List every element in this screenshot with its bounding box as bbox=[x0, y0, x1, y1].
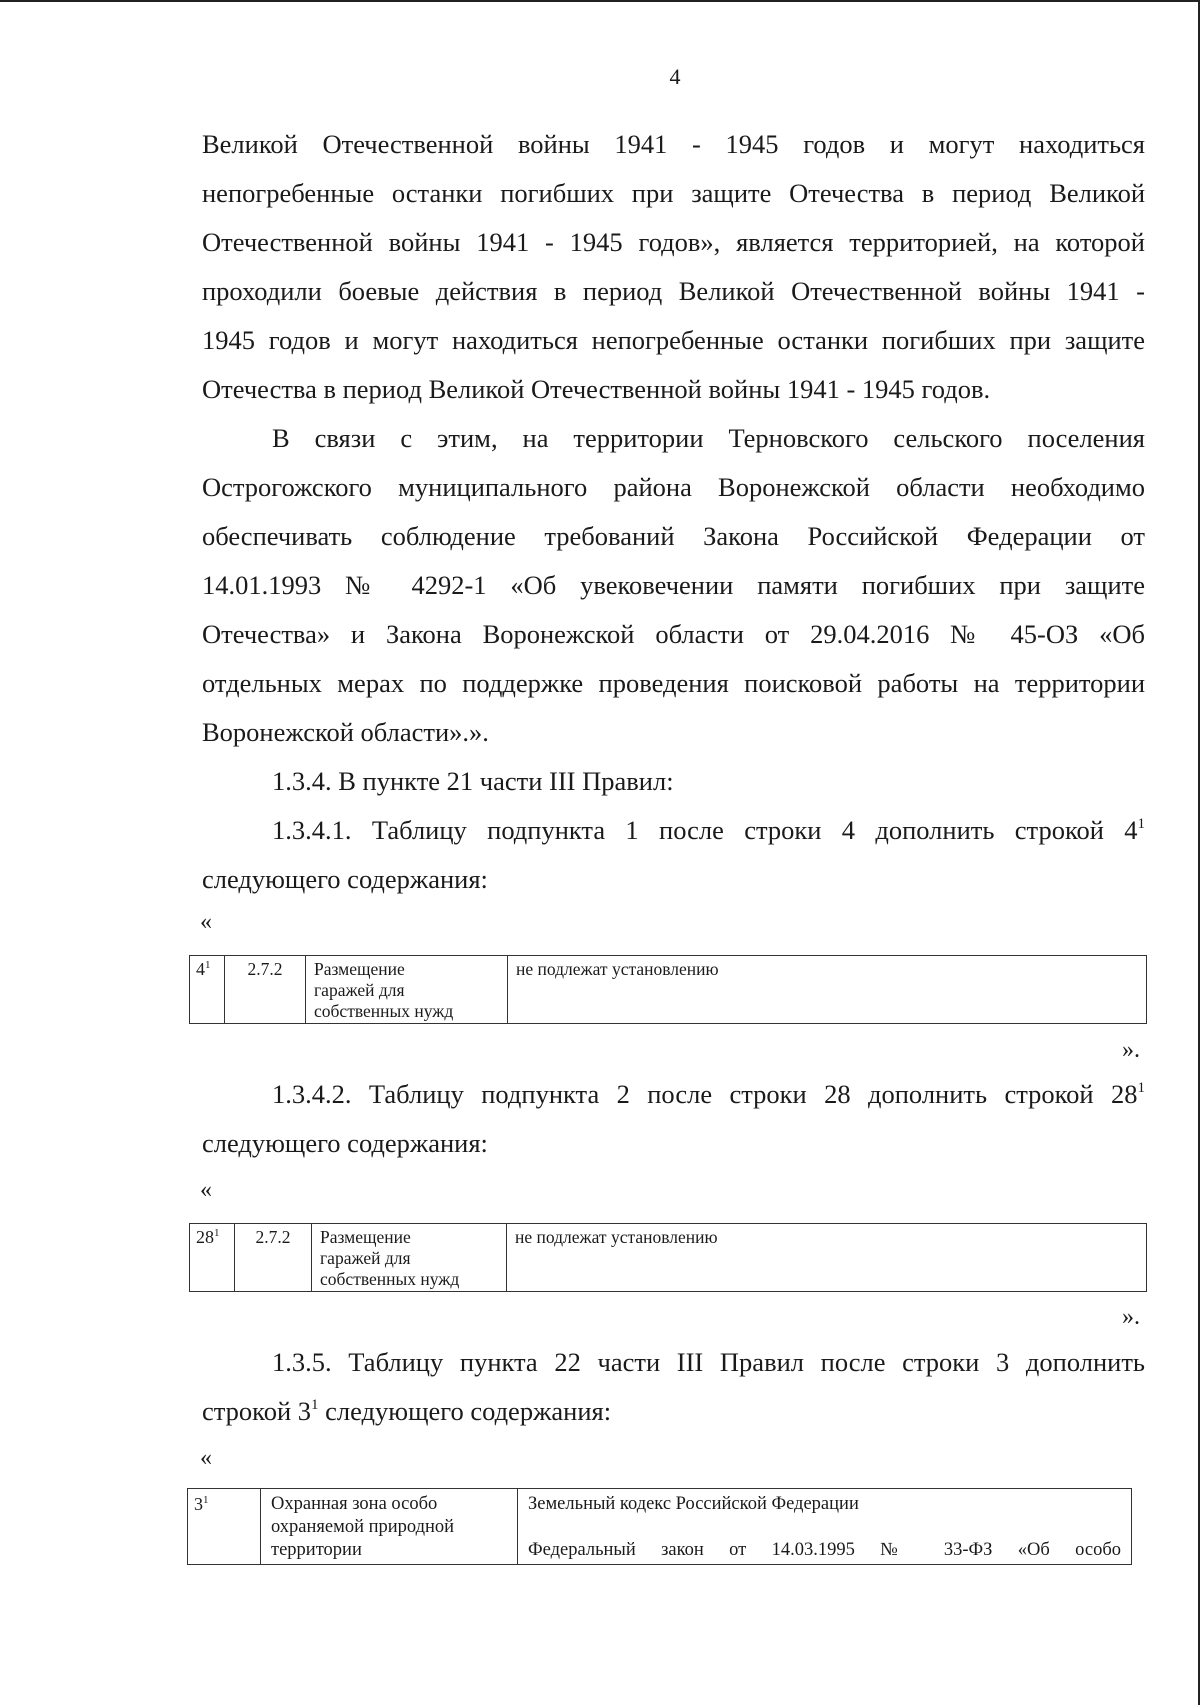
superscript: 1 bbox=[1137, 816, 1145, 832]
item-text: 1.3.4.2. Таблицу подпункта 2 после строки 28 дополнить строкой 28 bbox=[272, 1079, 1138, 1109]
close-quote: ». bbox=[1122, 1037, 1140, 1063]
use-name-line: Размещение bbox=[314, 959, 405, 979]
parameter-value: не подлежат установлению bbox=[507, 1224, 1147, 1292]
superscript: 1 bbox=[214, 1227, 220, 1239]
zone-name-line: охраняемой природной bbox=[271, 1517, 455, 1537]
superscript: 1 bbox=[203, 1494, 209, 1506]
spacer bbox=[528, 1516, 1121, 1539]
use-name bbox=[312, 1224, 507, 1292]
item-1-3-4-2-line2: следующего содержания: bbox=[202, 1128, 488, 1158]
text-line: 14.01.1993 № 4292-1 «Об увековечении памяти погибших при защите bbox=[202, 570, 1145, 600]
text-line: Острогожского муниципального района Воронежской области необходимо bbox=[202, 472, 1145, 502]
item-1-3-5-line: 1.3.5. Таблицу пункта 22 части III Правил после строки 3 дополнить bbox=[272, 1347, 1145, 1377]
open-quote: « bbox=[200, 1445, 212, 1471]
use-name-line: гаражей для bbox=[320, 1248, 411, 1268]
superscript: 1 bbox=[311, 1397, 319, 1413]
zone-name bbox=[261, 1489, 518, 1565]
row-number bbox=[190, 1224, 235, 1292]
item-1-3-4-1-line bbox=[202, 806, 1145, 855]
row-number-text: 28 bbox=[196, 1227, 214, 1247]
item-1-3-4-1-line2: следующего содержания: bbox=[202, 864, 488, 894]
open-quote: « bbox=[200, 909, 212, 935]
use-code: 2.7.2 bbox=[235, 1224, 312, 1292]
text-line: В связи с этим, на территории Терновского сельского поселения bbox=[272, 423, 1145, 453]
text-line: Великой Отечественной войны 1941 - 1945 годов и могут находиться bbox=[202, 129, 1145, 159]
row-number-text: 3 bbox=[194, 1494, 203, 1514]
page-number: 4 bbox=[669, 64, 681, 89]
use-code: 2.7.2 bbox=[225, 956, 306, 1024]
text-line: Отечественной войны 1941 - 1945 годов», является территорией, на которой bbox=[202, 227, 1145, 257]
text-line: Отечества в период Великой Отечественной войны 1941 - 1945 годов. bbox=[202, 374, 991, 404]
use-name bbox=[306, 956, 508, 1024]
row-number bbox=[188, 1489, 261, 1565]
item-1-3-4: 1.3.4. В пункте 21 части III Правил: bbox=[272, 766, 674, 796]
item-text: 1.3.4.1. Таблицу подпункта 1 после строки 4 дополнить строкой 4 bbox=[272, 815, 1138, 845]
law-reference: Федеральный закон от 14.03.1995 № 33-ФЗ «Об особо bbox=[528, 1540, 1121, 1560]
parameter-value: не подлежат установлению bbox=[508, 956, 1147, 1024]
table-row-garages-1 bbox=[189, 955, 1147, 1024]
item-text: строкой 3 bbox=[202, 1396, 312, 1426]
table-row-garages-2 bbox=[189, 1223, 1147, 1292]
use-name-line: собственных нужд bbox=[320, 1269, 460, 1289]
text-line: проходили боевые действия в период Великой Отечественной войны 1941 - bbox=[202, 276, 1145, 306]
item-1-3-4-2-line bbox=[202, 1070, 1145, 1119]
law-reference: Земельный кодекс Российской Федерации bbox=[528, 1494, 859, 1514]
superscript: 1 bbox=[205, 959, 211, 971]
item-1-3-5-line2 bbox=[202, 1387, 1145, 1436]
legal-basis bbox=[518, 1489, 1132, 1565]
text-line: Отечества» и Закона Воронежской области от 29.04.2016 № 45-ОЗ «Об bbox=[202, 619, 1145, 649]
superscript: 1 bbox=[1137, 1080, 1145, 1096]
row-number bbox=[190, 956, 225, 1024]
row-number-text: 4 bbox=[196, 959, 205, 979]
item-text: следующего содержания: bbox=[318, 1396, 612, 1426]
text-line: 1945 годов и могут находиться непогребенные останки погибших при защите bbox=[202, 325, 1145, 355]
use-name-line: гаражей для bbox=[314, 980, 405, 1000]
text-line: Воронежской области».». bbox=[202, 717, 489, 747]
close-quote: ». bbox=[1122, 1304, 1140, 1330]
use-name-line: Размещение bbox=[320, 1227, 411, 1247]
table-row-protected-zone bbox=[187, 1488, 1132, 1565]
open-quote: « bbox=[200, 1177, 212, 1203]
zone-name-line: Охранная зона особо bbox=[271, 1494, 438, 1514]
zone-name-line: территории bbox=[271, 1540, 362, 1560]
use-name-line: собственных нужд bbox=[314, 1001, 454, 1021]
text-line: отдельных мерах по поддержке проведения поисковой работы на территории bbox=[202, 668, 1145, 698]
text-line: непогребенные останки погибших при защите Отечества в период Великой bbox=[202, 178, 1145, 208]
text-line: обеспечивать соблюдение требований Закона Российской Федерации от bbox=[202, 521, 1145, 551]
